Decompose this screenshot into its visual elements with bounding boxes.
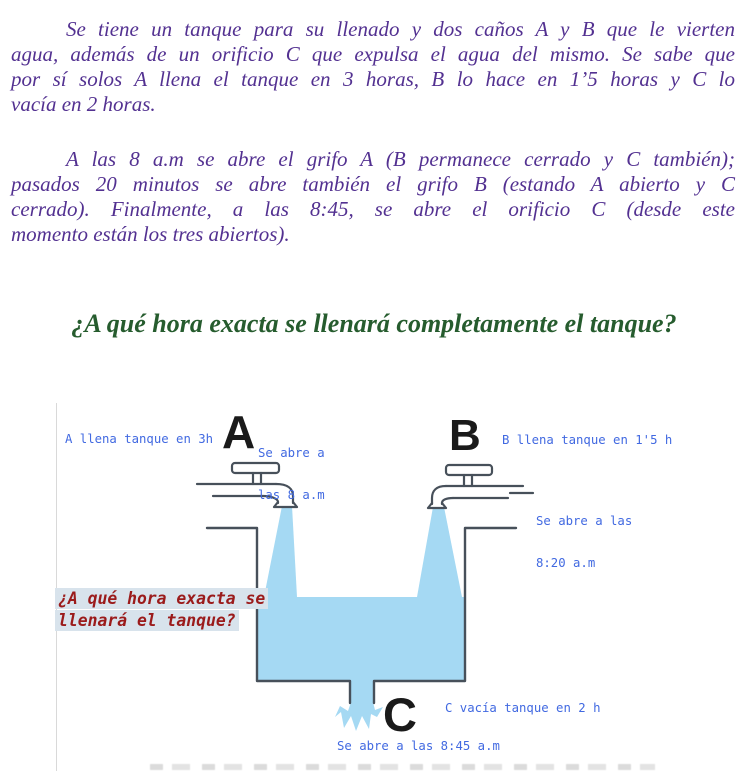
tap-b-rate-label: B llena tanque en 1'5 h bbox=[502, 433, 673, 447]
drain-c-open-label: Se abre a las 8:45 a.m bbox=[337, 739, 500, 753]
question-heading: ¿A qué hora exacta se llenará completamente el tanque? bbox=[71, 309, 677, 338]
tap-b-open-label bbox=[536, 486, 632, 598]
paragraph-2-line: pasados 20 minutos se abre también el grifo B (estando A abierto y C bbox=[11, 172, 735, 196]
drain-channel-water bbox=[351, 680, 373, 705]
tap-a-open-label bbox=[258, 418, 325, 530]
question-overlay-line2: llenará el tanque? bbox=[55, 610, 239, 631]
paragraph-2-line: momento están los tres abiertos). bbox=[11, 222, 290, 246]
drain-c-rate-label: C vacía tanque en 2 h bbox=[445, 701, 601, 715]
cropped-text-remnant bbox=[150, 764, 655, 770]
tap-a-open-line1: Se abre a bbox=[258, 446, 325, 460]
tap-a-letter: A bbox=[222, 406, 256, 458]
water-stream-b bbox=[417, 507, 462, 597]
paragraph-2 bbox=[11, 147, 735, 247]
question-overlay bbox=[55, 588, 268, 632]
tap-b-letter: B bbox=[449, 411, 481, 460]
question-overlay-line1: ¿A qué hora exacta se bbox=[55, 588, 268, 609]
paragraph-1-line: agua, además de un orificio C que expulsa el agua del mismo. Se sabe que bbox=[11, 42, 735, 66]
tap-a-open-line2: las 8 a.m bbox=[258, 488, 325, 502]
splash-c bbox=[335, 702, 383, 731]
paragraph-1-line: vacía en 2 horas. bbox=[11, 92, 156, 116]
tank-diagram bbox=[0, 395, 748, 771]
drain-c-letter: C bbox=[383, 688, 417, 741]
paragraph-1 bbox=[11, 17, 735, 117]
paragraph-2-line: cerrado). Finalmente, a las 8:45, se abre el orificio C (desde este bbox=[11, 197, 735, 221]
tank-water bbox=[258, 597, 464, 680]
faucet-b-icon bbox=[428, 465, 523, 508]
paragraph-2-line: A las 8 a.m se abre el grifo A (B permanece cerrado y C también); bbox=[66, 147, 735, 171]
paragraph-1-line: Se tiene un tanque para su llenado y dos caños A y B que le vierten bbox=[66, 17, 735, 41]
tank-diagram-art bbox=[0, 395, 748, 771]
tap-a-rate-label: A llena tanque en 3h bbox=[65, 432, 214, 446]
tap-b-open-line2: 8:20 a.m bbox=[536, 556, 596, 570]
paragraph-1-line: por sí solos A llena el tanque en 3 horas, B lo hace en 1’5 horas y C lo bbox=[11, 67, 735, 91]
tap-b-open-line1: Se abre a las bbox=[536, 514, 633, 528]
